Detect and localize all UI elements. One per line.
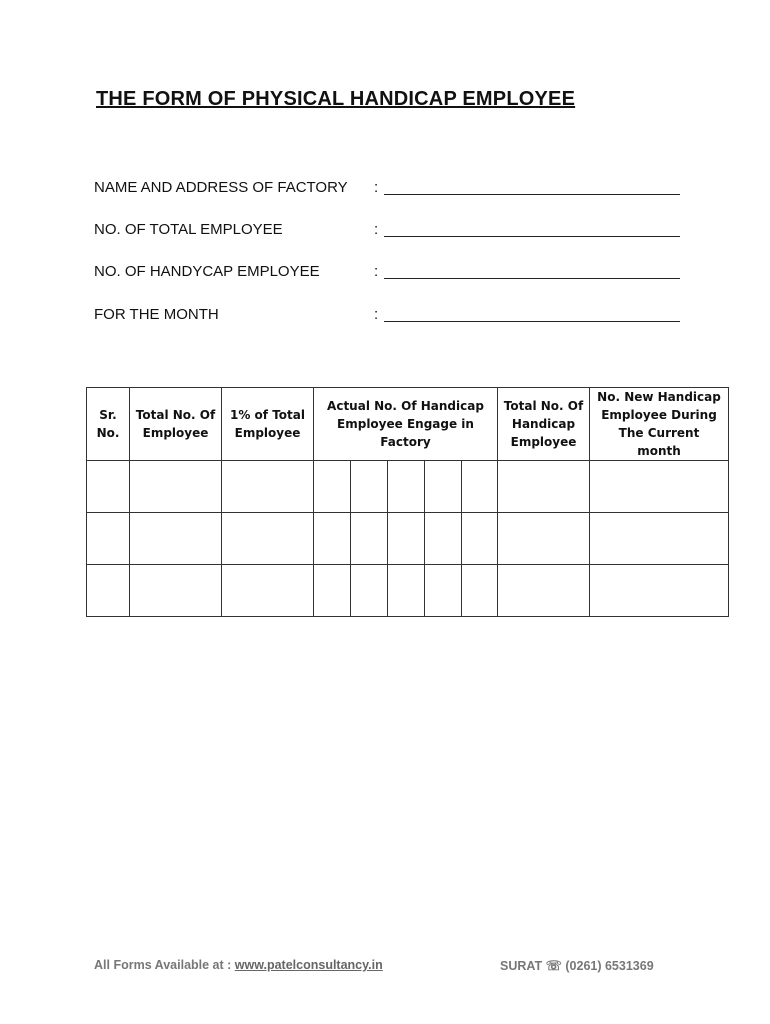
table-cell[interactable] xyxy=(388,565,425,617)
table-cell[interactable] xyxy=(388,461,425,513)
table-cell[interactable] xyxy=(498,513,590,565)
table-cell[interactable] xyxy=(590,461,729,513)
table-cell[interactable] xyxy=(130,513,222,565)
footer-phone: (0261) 6531369 xyxy=(565,959,654,973)
header-line: Sr. xyxy=(99,408,117,422)
handicap-employee-table xyxy=(86,387,729,617)
footer-contact xyxy=(500,958,654,974)
header-line: Total No. Of xyxy=(135,408,216,422)
header-line: Employee xyxy=(510,435,577,449)
handicap-employee-blank[interactable] xyxy=(384,278,680,279)
colon: : xyxy=(374,179,379,196)
table-cell[interactable] xyxy=(425,513,462,565)
table-cell[interactable] xyxy=(462,565,498,617)
header-new-handicap xyxy=(590,388,729,461)
table-cell[interactable] xyxy=(222,565,314,617)
table-cell[interactable] xyxy=(87,513,130,565)
table-cell[interactable] xyxy=(87,461,130,513)
table-cell[interactable] xyxy=(351,565,388,617)
header-sr-no xyxy=(87,388,130,461)
handicap-employee-label: NO. OF HANDYCAP EMPLOYEE xyxy=(94,263,320,280)
form-title: THE FORM OF PHYSICAL HANDICAP EMPLOYEE xyxy=(96,88,576,110)
header-line: No. xyxy=(96,426,120,440)
table-cell[interactable] xyxy=(222,513,314,565)
header-total-employee xyxy=(130,388,222,461)
table-cell[interactable] xyxy=(130,461,222,513)
website-link[interactable]: www.patelconsultancy.in xyxy=(234,958,383,972)
header-line: Actual No. Of Handicap xyxy=(327,399,484,413)
telephone-icon: ☏ xyxy=(545,958,562,973)
for-the-month-label: FOR THE MONTH xyxy=(94,306,219,323)
header-line: 1% of Total xyxy=(230,408,305,422)
table-cell[interactable] xyxy=(87,565,130,617)
colon: : xyxy=(374,263,379,280)
colon: : xyxy=(374,221,379,238)
table-cell[interactable] xyxy=(590,513,729,565)
table-cell[interactable] xyxy=(590,565,729,617)
header-line: Employee xyxy=(142,426,209,440)
header-line: Total No. Of xyxy=(503,399,584,413)
factory-name-address-blank[interactable] xyxy=(384,194,680,195)
table-cell[interactable] xyxy=(314,461,351,513)
table-cell[interactable] xyxy=(498,461,590,513)
header-line: Handicap xyxy=(511,417,576,431)
header-line: Employee Engage in xyxy=(337,417,474,431)
footer-availability xyxy=(94,958,383,972)
table-row xyxy=(87,513,729,565)
table-cell[interactable] xyxy=(222,461,314,513)
table-cell[interactable] xyxy=(498,565,590,617)
table-cell[interactable] xyxy=(351,461,388,513)
for-the-month-blank[interactable] xyxy=(384,321,680,322)
table-cell[interactable] xyxy=(314,513,351,565)
total-employee-blank[interactable] xyxy=(384,236,680,237)
table-cell[interactable] xyxy=(462,513,498,565)
table-cell[interactable] xyxy=(351,513,388,565)
header-total-handicap xyxy=(498,388,590,461)
footer-prefix: All Forms Available at : xyxy=(94,958,232,972)
colon: : xyxy=(374,306,379,323)
table-row xyxy=(87,461,729,513)
factory-name-address-label: NAME AND ADDRESS OF FACTORY xyxy=(94,179,348,196)
footer-city: SURAT xyxy=(500,959,543,973)
header-line: No. New Handicap xyxy=(597,390,721,404)
header-line: Employee xyxy=(234,426,301,440)
header-one-percent xyxy=(222,388,314,461)
header-line: Factory xyxy=(380,435,431,449)
table-cell[interactable] xyxy=(425,461,462,513)
table-row xyxy=(87,565,729,617)
header-line: The Current xyxy=(618,426,700,440)
table-cell[interactable] xyxy=(130,565,222,617)
header-line: month xyxy=(637,444,681,458)
table-cell[interactable] xyxy=(462,461,498,513)
table-cell[interactable] xyxy=(314,565,351,617)
total-employee-label: NO. OF TOTAL EMPLOYEE xyxy=(94,221,283,238)
table-header-row xyxy=(87,388,729,461)
table-cell[interactable] xyxy=(425,565,462,617)
header-line: Employee During xyxy=(601,408,717,422)
table-cell[interactable] xyxy=(388,513,425,565)
header-actual-engaged xyxy=(314,388,498,461)
